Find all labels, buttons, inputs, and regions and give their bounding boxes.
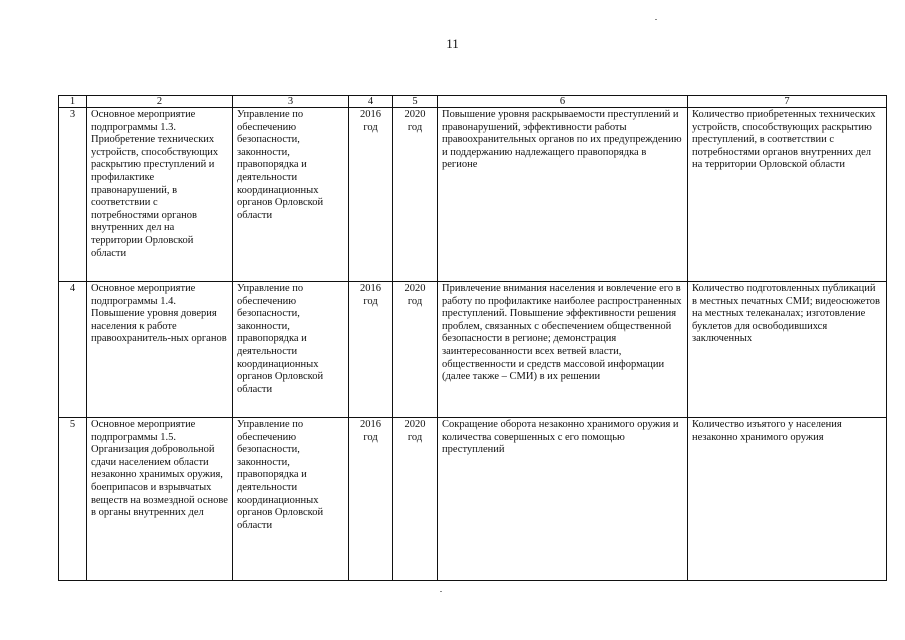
header-cell: 3 (233, 96, 349, 108)
event-cell: Основное мероприятие подпрограммы 1.3. Приобретение технических устройств, способствующих раскрытию преступлений и профилактике правонарушений, в соответствии с потребностями органов внутренних дел на территории Орловской области (87, 108, 233, 282)
executor-cell: Управление по обеспечению безопасности, законности, правопорядка и деятельности координационных органов Орловской области (233, 108, 349, 282)
end-year-cell: 2020 год (393, 282, 438, 418)
header-cell: 5 (393, 96, 438, 108)
table-header-row (59, 96, 887, 108)
header-cell: 6 (438, 96, 688, 108)
result-cell: Привлечение внимания населения и вовлечение его в работу по профилактике наиболее распространенных преступлений. Повышение эффективности решения проблем, связанных с обеспечением общественной безопасности в регионе; демонстрация заинтересованности всех ветвей власти, общественности и средств массовой информации (далее также – СМИ) в их решении (438, 282, 688, 418)
header-cell: 7 (688, 96, 887, 108)
end-year-cell: 2020 год (393, 108, 438, 282)
result-cell: Сокращение оборота незаконно хранимого оружия и количества совершенных с его помощью преступлений (438, 418, 688, 581)
start-year-cell: 2016 год (349, 282, 393, 418)
indicator-cell: Количество изъятого у населения незаконно хранимого оружия (688, 418, 887, 581)
header-cell: 1 (59, 96, 87, 108)
row-number: 4 (59, 282, 87, 418)
row-number: 3 (59, 108, 87, 282)
executor-cell: Управление по обеспечению безопасности, законности, правопорядка и деятельности координационных органов Орловской области (233, 282, 349, 418)
page-number: 11 (446, 36, 459, 51)
measures-table (58, 95, 887, 581)
indicator-cell: Количество подготовленных публикаций в местных печатных СМИ; видеосюжетов на местных телеканалах; изготовление буклетов для освободившихся заключенных (688, 282, 887, 418)
event-cell: Основное мероприятие подпрограммы 1.4. Повышение уровня доверия населения к работе правоохранитель-ных органов (87, 282, 233, 418)
result-cell: Повышение уровня раскрываемости преступлений и правонарушений, эффективности работы правоохранительных органов по их предупреждению и поддержанию надлежащего правопорядка в регионе (438, 108, 688, 282)
end-year-cell: 2020 год (393, 418, 438, 581)
event-cell: Основное мероприятие подпрограммы 1.5. Организация добровольной сдачи населением области незаконно хранимых оружия, боеприпасов и взрывчатых веществ на возмездной основе в органы внутренних дел (87, 418, 233, 581)
scan-speck (655, 19, 657, 20)
table-row (59, 108, 887, 282)
start-year-cell: 2016 год (349, 108, 393, 282)
header-cell: 4 (349, 96, 393, 108)
row-number: 5 (59, 418, 87, 581)
header-cell: 2 (87, 96, 233, 108)
table-row (59, 282, 887, 418)
executor-cell: Управление по обеспечению безопасности, законности, правопорядка и деятельности координационных органов Орловской области (233, 418, 349, 581)
indicator-cell: Количество приобретенных технических устройств, способствующих раскрытию преступлений, в соответствии с потребностями органов внутренних дел на территории Орловской области (688, 108, 887, 282)
scan-speck (440, 591, 442, 592)
table-row (59, 418, 887, 581)
start-year-cell: 2016 год (349, 418, 393, 581)
